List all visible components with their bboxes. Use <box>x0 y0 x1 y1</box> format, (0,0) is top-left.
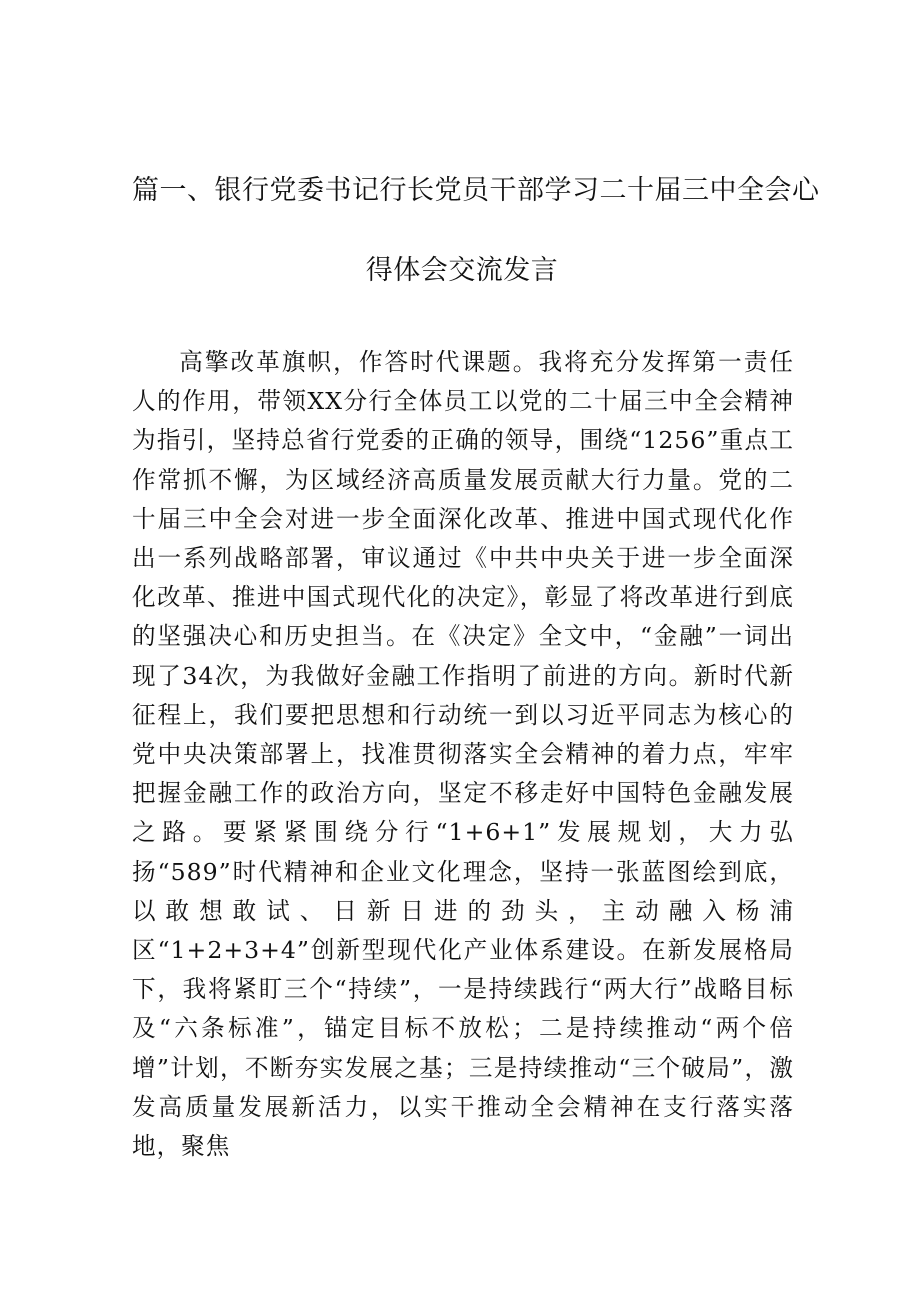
body-paragraph: 高擎改革旗帜，作答时代课题。我将充分发挥第一责任人的作用，带领XX分行全体员工以党的二十届三中全会精神为指引，坚持总省行党委的正确的领导，围绕“1256”重点工作常抓不懈，为区域经济高质量发展贡献大行力量。党的二十届三中全会对进一步全面深化改革、推进中国式现代化作出一系列战略部署，审议通过《中共中央关于进一步全面深化改革、推进中国式现代化的决定》，彰显了将改革进行到底的坚强决心和历史担当。在《决定》全文中，“金融”一词出现了34次，为我做好金融工作指明了前进的方向。新时代新征程上，我们要把思想和行动统一到以习近平同志为核心的党中央决策部署上，找准贯彻落实全会精神的着力点，牢牢把握金融工作的政治方向，坚定不移走好中国特色金融发展之路。要紧紧围绕分行“1+6+1”发展规划，大力弘扬“589”时代精神和企业文化理念，坚持一张蓝图绘到底，以敢想敢试、日新日进的劲头，主动融入杨浦区“1+2+3+4”创新型现代化产业体系建设。在新发展格局下，我将紧盯三个“持续”，一是持续践行“两大行”战略目标及“六条标准”，锚定目标不放松；二是持续推动“两个倍增”计划，不断夯实发展之基；三是持续推动“三个破局”，激发高质量发展新活力，以实干推动全会精神在支行落实落地，聚焦 <box>132 348 794 1161</box>
document-title-line-2: 得体会交流发言 <box>365 255 559 286</box>
document-title-line-1: 篇一、银行党委书记行长党员干部学习二十届三中全会心 <box>132 175 820 206</box>
